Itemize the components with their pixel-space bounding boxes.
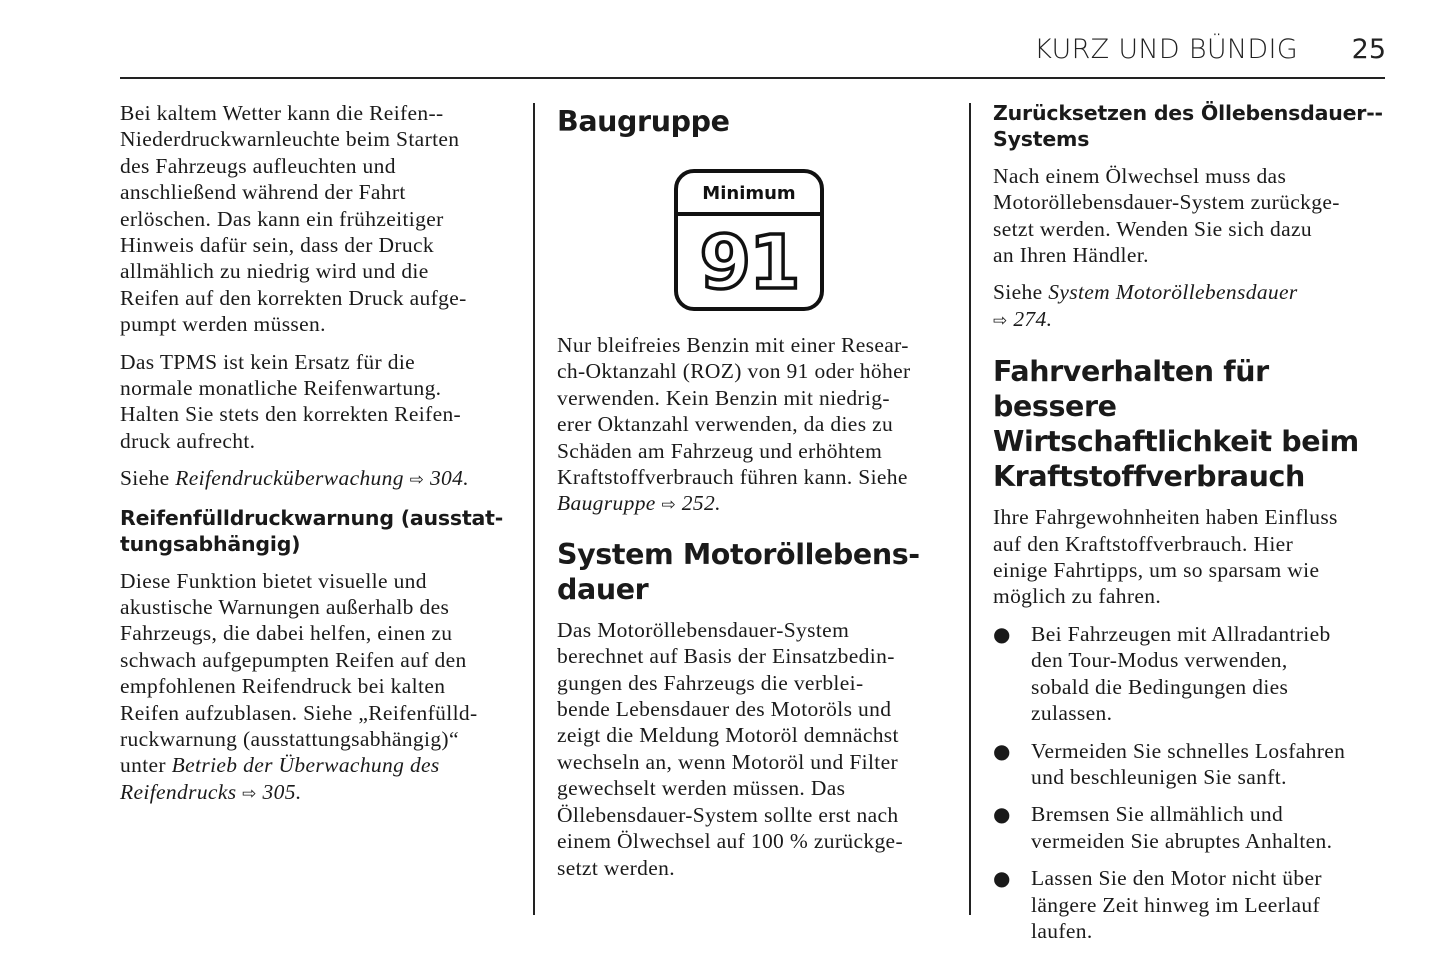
fuel-label-text: Minimum (702, 183, 796, 204)
list-item: ● Bei Fahrzeugen mit Allradantrieb den Tour-Modus verwenden, sobald die Bedingungen dies zulassen. (993, 621, 1331, 726)
page-arrow-icon: ⇨ (242, 783, 257, 804)
octane-number: 91 (699, 220, 799, 306)
reference-page[interactable]: 252 (676, 491, 716, 516)
paragraph: Nach einem Ölwechsel muss das Motoröllebensdauer-System zurückge- setzt werden. Wenden Sie sich dazu an Ihren Händler. (993, 163, 1340, 268)
column-left (120, 100, 515, 818)
bullet-icon: ● (993, 621, 1011, 646)
paragraph: Diese Funktion bietet visuelle und akustische Warnungen außerhalb des Fahrzeugs, die dabei helfen, einen zu schwach aufgepumpten Reifen auf den empfohlenen Reifendruck bei kalten Reifen aufzublasen. Siehe „Reifenfülld- ruckwarnung (ausstattungsabhängig)“ unter Betrieb der Überwachung des Reifendrucks ⇨ 305. (120, 568, 478, 804)
page-arrow-icon: ⇨ (993, 310, 1008, 331)
paragraph: Nur bleifreies Benzin mit einer Resear- ch-Oktanzahl (ROZ) von 91 oder höher verwenden. Kein Benzin mit niedrig- erer Oktanzahl verwenden, da dies zu Schäden am Fahrzeug und erhöhtem Kraftstoffverbrauch führen kann. Siehe Baugruppe ⇨ 252. (557, 333, 911, 516)
page-number: 25 (1351, 34, 1386, 65)
subheading: Reifenfülldruckwarnung (ausstat- tungsabhängig) (120, 505, 504, 557)
reference-page[interactable]: 274 (1007, 306, 1047, 331)
bullet-icon: ● (993, 866, 1011, 891)
list-item: ● Vermeiden Sie schnelles Losfahren und beschleunigen Sie sanft. (993, 738, 1346, 789)
column-divider (533, 103, 535, 915)
list-item: ● Bremsen Sie allmählich und vermeiden Sie abruptes Anhalten. (993, 802, 1333, 853)
tips-list (993, 621, 1388, 944)
cross-reference: Siehe System Motoröllebensdauer ⇨ 274. (993, 280, 1298, 331)
section-heading: Fahrverhalten für bessere Wirtschaftlichkeit beim Kraftstoffverbrauch (993, 355, 1359, 494)
page-arrow-icon: ⇨ (661, 495, 677, 516)
fuel-label-divider (678, 212, 820, 216)
header-rule (120, 77, 1385, 79)
reference-page[interactable]: 304 (424, 466, 464, 491)
paragraph: Ihre Fahrgewohnheiten haben Einfluss auf den Kraftstoffverbrauch. Hier einige Fahrtipps, um so sparsam wie möglich zu fahren. (993, 505, 1338, 609)
reference-link[interactable]: Reifendrucküberwachung (175, 466, 404, 491)
paragraph: Das TPMS ist kein Ersatz für die normale monatliche Reifenwartung. Halten Sie stets den korrekten Reifen- druck aufrecht. (120, 349, 462, 453)
subheading: Zurücksetzen des Öllebensdauer-- Systems (993, 101, 1383, 152)
fuel-octane-label-icon (674, 169, 824, 311)
bullet-icon: ● (993, 802, 1011, 827)
list-item: ● Lassen Sie den Motor nicht über längere Zeit hinweg im Leerlauf laufen. (993, 866, 1322, 943)
reference-page[interactable]: 305 (256, 779, 296, 804)
column-right (993, 100, 1388, 955)
reference-link[interactable]: Betrieb der Überwachung des Reifendrucks (120, 753, 440, 804)
reference-link[interactable]: System Motoröllebensdauer (1048, 280, 1298, 305)
column-middle (557, 100, 952, 892)
paragraph: Bei kaltem Wetter kann die Reifen-- Niederdruckwarnleuchte beim Starten des Fahrzeugs aufleuchten und anschließend während der Fahrt erlöschen. Das kann ein frühzeitiger Hinweis dafür sein, dass der Druck allmählich zu niedrig wird und die Reifen auf den korrekten Druck aufge- pumpt werden müssen. (120, 101, 467, 337)
paragraph: Das Motoröllebensdauer-System berechnet auf Basis der Einsatzbedin- gungen des Fahrzeugs die verblei- bende Lebensdauer des Motoröls und zeigt die Meldung Motoröl demnächst wechseln an, wenn Motoröl und Filter gewechselt werden müssen. Das Öllebensdauer-System sollte erst nach einem Ölwechsel auf 100 % zurückge- setzt werden. (557, 617, 903, 880)
bullet-icon: ● (993, 738, 1011, 763)
reference-link[interactable]: Baugruppe (557, 491, 656, 516)
section-heading: Baugruppe (557, 105, 730, 138)
cross-reference: Siehe Reifendrucküberwachung ⇨ 304. (120, 466, 469, 491)
section-heading: System Motoröllebens- dauer (557, 537, 920, 606)
section-title: KURZ UND BÜNDIG (1034, 34, 1298, 65)
fuel-section-top (557, 104, 952, 314)
page-arrow-icon: ⇨ (409, 470, 425, 491)
column-divider (969, 103, 971, 915)
